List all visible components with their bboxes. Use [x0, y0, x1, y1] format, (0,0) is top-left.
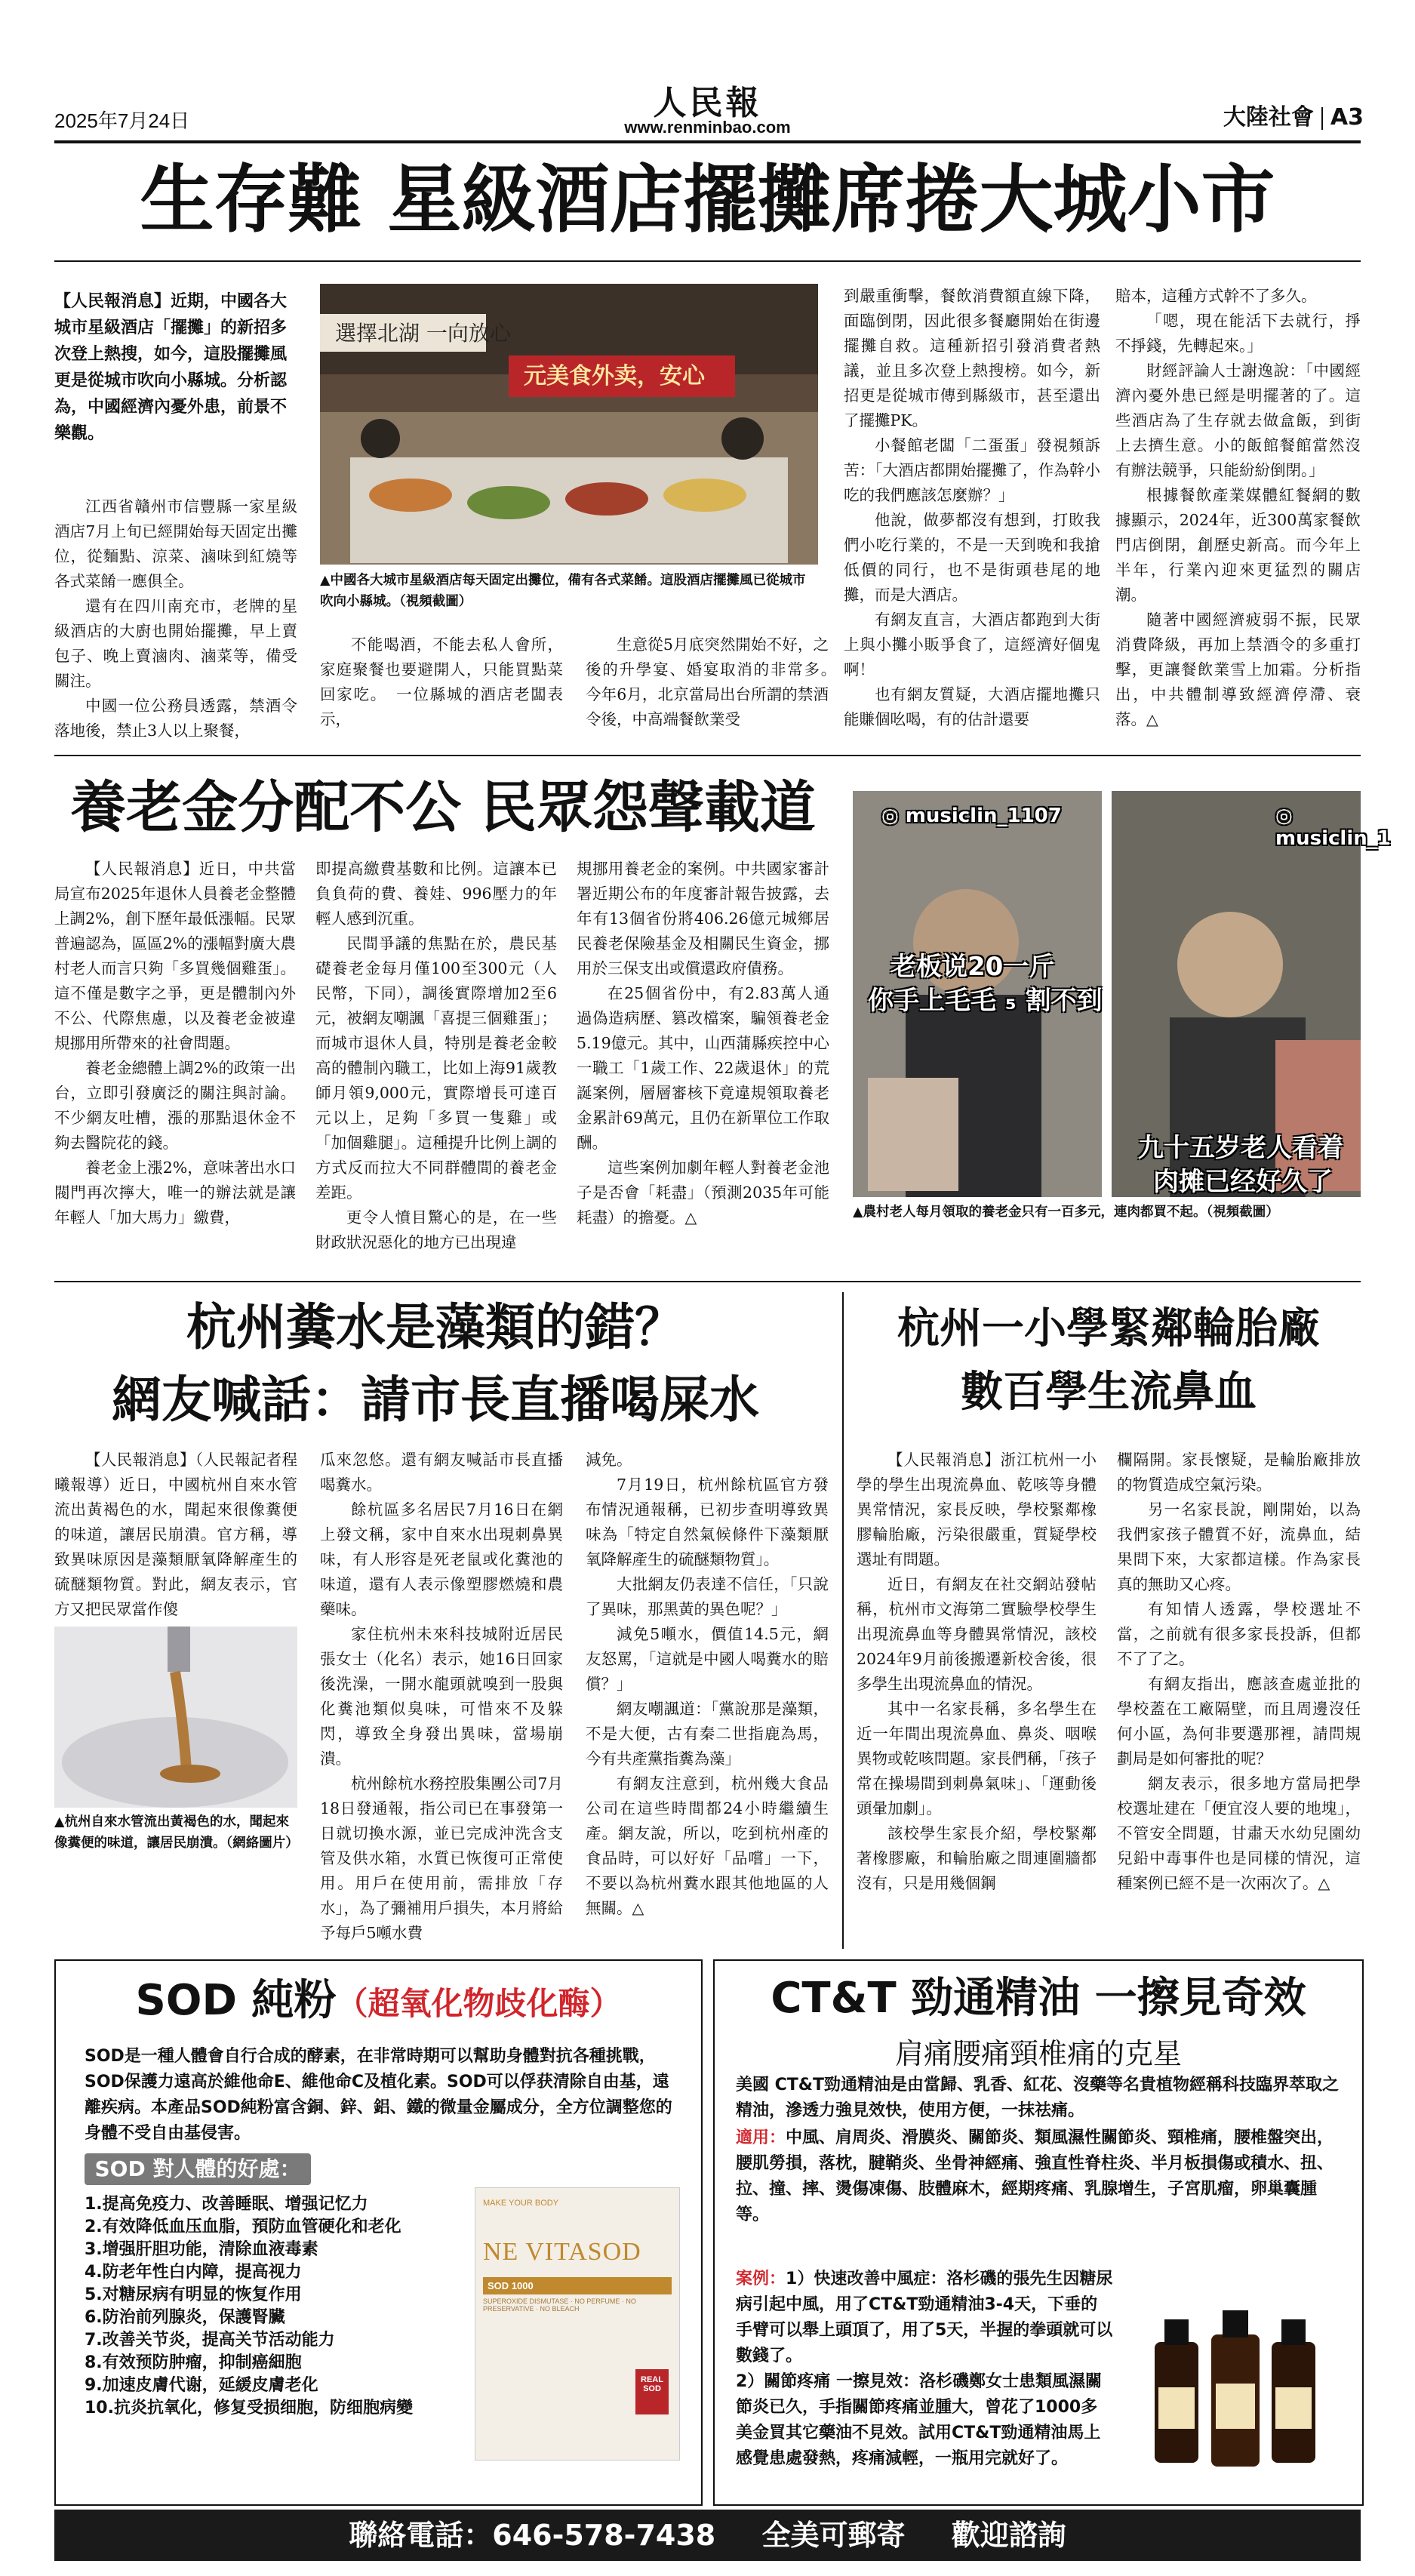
- story2-col3-p1: 規挪用養老金的案例。中共國家審計署近期公布的年度審計報告披露，去年有13個省份將406.26億元城鄉居民養老保險基金及相關民生資金，挪用於三保支出或償還政府債務。: [577, 860, 829, 977]
- story3-col3-p4: 減免5噸水，價值14.5元，網友怒罵，「這就是中國人喝糞水的賠償？」: [586, 1625, 829, 1693]
- sod-box-badge-2: REAL SOD: [635, 2369, 669, 2414]
- hotel-stall-photo: [320, 284, 818, 565]
- sod-benefit-item: 3.增强肝胆功能，清除血液毒素: [85, 2240, 318, 2259]
- story3-headline-1: 杭州糞水是藻類的錯？: [186, 1297, 684, 1356]
- page-number: A3: [1330, 104, 1364, 131]
- sod-benefit-item: 7.改善关节炎，提高关节活动能力: [85, 2331, 335, 2350]
- story3-col2-p2: 餘杭區多名居民7月16日在網上發文稱，家中自來水出現刺鼻異味，有人形容是死老鼠或化糞池的味道，還有人表示像塑膠燃燒和農藥味。: [320, 1500, 563, 1618]
- story1-rule: [54, 260, 1361, 262]
- ctt-ad-desc: 美國 CT&T勁通精油是由當歸、乳香、紅花、沒藥等名貴植物經稱科技臨界萃取之精油，滲透力強見效快，使用方便，一抹祛痛。: [736, 2076, 1340, 2120]
- sod-benefit-item: 4.防老年性白内障，提高视力: [85, 2263, 302, 2282]
- story4-col2-p3: 有知情人透露，學校選址不當，之前就有很多家長投訴，但都不了了之。: [1117, 1600, 1361, 1668]
- section-name: 大陸社會: [1223, 104, 1314, 131]
- story2-col1-p1: 【人民報消息】近日，中共當局宣布2025年退休人員養老金整體上調2%，創下歷年最低漲幅。民眾普遍認為，區區2%的漲幅對廣大農村老人而言只夠「多買幾個雞蛋」。這不僅是數字之爭，更是體制內外不公、代際焦慮，以及養老金被違規挪用所帶來的社會問題。: [54, 860, 296, 1052]
- story1-col1-p2: 還有在四川南充市，老牌的星級酒店的大廚也開始擺攤，早上賣包子、晚上賣滷肉、滷菜等，備受關注。: [54, 597, 297, 690]
- story3-col3-p6: 有網友注意到，杭州幾大食品公司在這些時間都24小時繼續生產。網友說，所以，吃到杭州產的食品時，可以好好「品嚐」一下，不要以為杭州糞水跟其他地區的人無關。△: [586, 1774, 829, 1917]
- story4-col1: [857, 1448, 1097, 1896]
- story2-col2: [315, 857, 557, 1255]
- story4-headline-1: 杭州一小學緊鄰輪胎廠: [897, 1303, 1320, 1353]
- contact-footer: [54, 2510, 1361, 2561]
- ctt-apply-label: 適用：: [736, 2128, 786, 2147]
- story3-col3-p5: 網友嘲諷道：「黨說那是藻類，不是大便，古有秦二世指鹿為馬，今有共產黨指糞為藻」: [586, 1700, 829, 1768]
- issue-date: 2025年7月24日: [54, 109, 190, 132]
- photo-sign-1: 選擇北湖 一向放心: [335, 321, 511, 346]
- story2-col3-p2: 在25個省份中，有2.83萬人通過偽造病歷、篡改檔案，騙領養老金5.19億元。其中，山西蒲縣疾控中心一職工「1歲工作、22歲退休」的荒誕案例，層層審核下竟違規領取養老金累計69萬元，且仍在新單位工作取酬。: [577, 984, 829, 1152]
- story4-col1-p3: 其中一名家長稱，多名學生在近一年間出現流鼻血、鼻炎、咽喉異物或乾咳問題。家長們稱，「孩子常在操場間到刺鼻氣味」、「運動後頭暈加劇」。: [857, 1700, 1097, 1817]
- story2-col1-p2: 養老金總體上調2%的政策一出台，立即引發廣泛的關注與討論。不少網友吐槽，漲的那點退休金不夠去醫院花的錢。: [54, 1059, 296, 1152]
- sod-ad-title-text: SOD 純粉: [135, 1976, 337, 2025]
- camera-icon-2: ◎: [1275, 805, 1293, 827]
- sod-benefit-item: 1.提高免疫力、改善睡眠、增强记忆力: [85, 2195, 368, 2214]
- sod-box-brand: MAKE YOUR BODY: [483, 2199, 559, 2208]
- sod-ad-title: [56, 1974, 701, 2030]
- sod-benefit-title: SOD 對人體的好處：: [85, 2153, 311, 2185]
- story3-col3: [586, 1448, 829, 1921]
- story1-col4-p1: 到嚴重衝擊，餐飲消費額直線下降，面臨倒閉，因此很多餐廳開始在街邊擺攤自救。這種新招引發消費者熱議，並且多次登上熱搜榜。如今，新招更是從城市傳到縣級市，甚至還出了擺攤PK。: [844, 287, 1100, 429]
- story4-col2-p2: 另一名家長說，剛開始，以為我們家孩子體質不好，流鼻血，結果問下來，大家都這樣。作為家長真的無助又心疼。: [1117, 1500, 1361, 1593]
- sod-benefit-item: 6.防治前列腺炎，保護腎臟: [85, 2308, 285, 2327]
- photo-subtitle-3: 九十五岁老人看着: [1138, 1133, 1343, 1163]
- story1-col2: [320, 632, 563, 732]
- story2-col1-p3: 養老金上漲2%，意味著出水口閥門再次擰大，唯一的辦法就是讓年輕人「加大馬力」繳費，: [54, 1159, 296, 1226]
- photo-username-2: [1275, 805, 1391, 850]
- sod-benefit-item: 9.加速皮膚代谢，延緩皮膚老化: [85, 2376, 318, 2395]
- contact-welcome: 歡迎諮詢: [951, 2519, 1066, 2552]
- story4-col2-p1: 欄隔開。家長懷疑，是輪胎廠排放的物質造成空氣污染。: [1117, 1451, 1361, 1494]
- sod-box-badge: SOD 1000: [483, 2277, 672, 2294]
- ctt-ad-apply: [736, 2125, 1340, 2228]
- sod-product-box: [475, 2187, 680, 2461]
- ctt-case-1: 1）快速改善中風症：洛杉磯的張先生因糖尿病引起中風，用了CT&T勁通精油3-4天，下垂的手臂可以舉上頭頂了，用了5天，半握的拳頭就可以數錢了。: [736, 2270, 1113, 2365]
- story2-col2-p3: 更令人憤目驚心的是，在一些財政狀況惡化的地方已出現違: [315, 1208, 557, 1251]
- sod-benefit-item: 8.有效预防肿瘤，抑制癌細胞: [85, 2353, 302, 2372]
- section-label: [1223, 98, 1364, 131]
- story2-col2-p2: 民間爭議的焦點在於，農民基礎養老金每月僅100至300元（人民幣，下同），調後實際增加2至6元，被網友嘲諷「喜提三個雞蛋」；而城市退休人員，特別是養老金較高的體制內職工，比如上海91歲教師月領9,000元，實際增長可達百元以上，足夠「多買一隻雞」或「加個雞腿」。這種提升比例上調的方式反而拉大不同群體間的養老金差距。: [315, 934, 557, 1202]
- story3-col2: [320, 1448, 563, 1946]
- photo-user2-text: musiclin_1: [1275, 827, 1391, 850]
- story3-col2-p4: 杭州餘杭水務控股集團公司7月18日發通報，指公司已在事發第一日就切換水源，並已完成沖洗含支管及供水箱，水質已恢復可正常使用。用戶在使用前，需排放「存水」，為了彌補用戶損失，本月將給予每戶5噸水費: [320, 1774, 563, 1942]
- story3-col3-p1: 減免。: [586, 1451, 632, 1469]
- story3-headline-2: 網友喊話：請市長直播喝屎水: [112, 1370, 759, 1429]
- story3-col1: [54, 1448, 297, 1622]
- photo-username-1: [881, 805, 1062, 827]
- story4-headline-2: 數百學生流鼻血: [961, 1367, 1257, 1417]
- story3-col2-p1: 瓜來忽悠。還有網友喊話市長直播喝糞水。: [320, 1451, 563, 1494]
- story1-lead: 【人民報消息】近期，中國各大城市星級酒店「擺攤」的新招多次登上熱搜，如今，這股擺攤風更是從城市吹向小縣城。分析認為，中國經濟內憂外患，前景不樂觀。: [54, 292, 288, 443]
- ctt-ad-title: CT&T 勁通精油 一擦見奇效: [771, 1974, 1306, 2023]
- story1-col4-p4: 有網友直言，大酒店都跑到大街上與小攤小販爭食了，這經濟好個鬼啊！: [844, 611, 1100, 679]
- ctt-ad-subtitle: 肩痛腰痛頸椎痛的克星: [894, 2037, 1182, 2070]
- story1-col5: [1115, 284, 1361, 732]
- photo-subtitle-2: 你手上毛毛 ₅ 割不到: [868, 986, 1103, 1016]
- story1-col5-p3: 財經評論人士謝逸說：「中國經濟內憂外患已經是明擺著的了。這些酒店為了生存就去做盒飯，到街上去擠生意。小的飯館餐館當然沒有辦法競爭，只能紛紛倒閉。」: [1115, 362, 1361, 479]
- contact-phone[interactable]: 聯絡電話：646-578-7438: [349, 2519, 716, 2552]
- sod-ad-subtitle: （超氧化物歧化酶）: [336, 1985, 622, 2022]
- story2-headline: 養老金分配不公 民眾怨聲載道: [70, 775, 816, 840]
- photo-user-text: musiclin_1107: [905, 805, 1062, 827]
- story1-col4: [844, 284, 1100, 732]
- story3-col2-p3: 家住杭州未來科技城附近居民張女士（化名）表示，她16日回家後洗澡，一開水龍頭就嗅到一股與化糞池類似臭味，可惜來不及躲閃，導致全身發出異味，當場崩潰。: [320, 1625, 563, 1768]
- story1-col2-text: 不能喝酒，不能去私人會所，家庭聚餐也要避開人，只能買點菜回家吃。 一位縣城的酒店老闆表示，: [320, 636, 563, 728]
- story3-photo: [54, 1627, 297, 1808]
- story3-col1-text: 【人民報消息】（人民報記者程曦報導）近日，中國杭州自來水管流出黃褐色的水，聞起來很像糞便的味道，讓居民崩潰。官方稱，導致異味原因是藻類厭氧降解產生的硫醚類物質。對此，網友表示，官方又把民眾當作傻: [54, 1451, 297, 1618]
- story4-col1-p4: 該校學生家長介紹，學校緊鄰著橡膠廠，和輪胎廠之間連圍牆都沒有，只是用幾個鋼: [857, 1824, 1097, 1892]
- ctt-ad-cases: [736, 2267, 1113, 2472]
- camera-icon: ◎: [881, 805, 899, 827]
- story1-col5-p1: 賠本，這種方式幹不了多久。: [1115, 287, 1317, 305]
- story1-headline: 生存難 星級酒店擺攤席捲大城小市: [140, 156, 1275, 243]
- sod-benefit-item: 10.抗炎抗氧化，修复受损细胞，防细胞病變: [85, 2399, 413, 2418]
- story1-caption: ▲中國各大城市星級酒店每天固定出攤位，備有各式菜餚。這股酒店擺攤風已從城市吹向小縣城。（視頻截圖）: [320, 573, 806, 609]
- photo-subtitle-1: 老板说20一斤: [891, 952, 1055, 982]
- masthead-url[interactable]: www.renminbao.com: [624, 118, 791, 137]
- story2-top-rule: [54, 755, 1361, 756]
- story1-photo: [320, 284, 818, 565]
- story2-photo: [853, 791, 1391, 1197]
- story2-col2-p1: 即提高繳費基數和比例。這讓本已負負荷的費、養娃、996壓力的年輕人感到沉重。: [315, 860, 557, 928]
- story1-col4-p2: 小餐館老闆「二蛋蛋」發視頻訴苦：「大酒店都開始擺攤了，作為幹小吃的我們應該怎麼辦？」: [844, 436, 1100, 504]
- story2-col3-p3: 這些案例加劇年輕人對養老金池子是否會「耗盡」（預測2035年可能耗盡）的擔憂。△: [577, 1159, 829, 1226]
- sod-benefit-item: 5.对糖尿病有明显的恢复作用: [85, 2285, 302, 2304]
- story2-col1: [54, 857, 296, 1230]
- story2-caption: ▲農村老人每月領取的養老金只有一百多元，連肉都買不起。（視頻截圖）: [853, 1205, 1279, 1220]
- story1-col5-p5: 隨著中國經濟疲弱不振，民眾消費降級，再加上禁酒令的多重打擊，更讓餐飲業雪上加霜。分析指出，中共體制導致經濟停滯、衰落。△: [1115, 611, 1361, 728]
- sod-ad: [54, 1959, 703, 2506]
- story4-col1-p1: 【人民報消息】浙江杭州一小學的學生出現流鼻血、乾咳等身體異常情況，家長反映，學校緊鄰橡膠輪胎廠，污染很嚴重，質疑學校選址有問題。: [857, 1451, 1097, 1568]
- sod-ad-desc: SOD是一種人體會自行合成的酵素，在非常時期可以幫助身體對抗各種挑戰，SOD保護力遠高於維他命E、維他命C及植化素。SOD可以俘获清除自由基，遠離疾病。本產品SOD純粉富含銅、鋅、鋁、鐵的微量金屬成分，全方位調整您的身體不受自由基侵害。: [85, 2047, 672, 2143]
- story1-col1-p1: 江西省贛州市信豐縣一家星級酒店7月上旬已經開始每天固定出攤位，從麵點、涼菜、滷味到紅燒等各式菜餚一應俱全。: [54, 497, 297, 590]
- story4-col2: [1117, 1448, 1361, 1896]
- story1-col3-text: 生意從5月底突然開始不好，之後的升學宴、婚宴取消的非常多。 今年6月，北京當局出台所謂的禁酒令後，中高端餐飲業受: [586, 636, 844, 728]
- sod-box-name: NE VITASOD: [483, 2238, 641, 2266]
- story1-col1-p3: 中國一位公務員透露，禁酒令落地後，禁止3人以上聚餐，: [54, 697, 297, 740]
- story1-col3: [586, 632, 844, 732]
- sod-benefit-list: [85, 2193, 507, 2420]
- story1-col4-p5: 也有網友質疑，大酒店擺地攤只能賺個吆喝，有的估計還要: [844, 685, 1100, 728]
- story4-col2-p5: 網友表示，很多地方當局把學校選址建在「便宜沒人要的地塊」，不管安全問題，甘肅天水幼兒園幼兒鉛中毒事件也是同樣的情況，這種案例已經不是一次兩次了。△: [1117, 1774, 1361, 1892]
- ctt-case-2: 2）關節疼痛 一擦見效：洛杉磯鄭女士患類風濕關節炎已久，手指關節疼痛並腫大，曾花了1000多美金買其它藥油不見效。試用CT&T勁通精油馬上感覺患處發熱，疼痛減輕，一瓶用完就好了。: [736, 2372, 1102, 2468]
- ctt-ad: [713, 1959, 1364, 2506]
- story1-col4-p3: 他說，做夢都沒有想到，打敗我們小吃行業的，不是一天到晚和我搶低價的同行，也不是街頭巷尾的地攤，而是大酒店。: [844, 511, 1100, 604]
- story3-top-rule: [54, 1281, 1361, 1282]
- story-divider: [842, 1292, 844, 1949]
- story3-col3-p2: 7月19日，杭州餘杭區官方發布情況通報稱，已初步查明導致異味為「特定自然氣候條件下藻類厭氧降解產生的硫醚類物質」。: [586, 1476, 829, 1568]
- ctt-case-label: 案例：: [736, 2270, 786, 2288]
- masthead-title: 人民報: [653, 84, 762, 122]
- story1-col5-p4: 根據餐飲產業媒體紅餐網的數據顯示，2024年，近300萬家餐飲門店倒閉，創歷史新高。而今年上半年，行業內迎來更猛烈的關店潮。: [1115, 486, 1361, 604]
- story1-col1: [54, 494, 297, 743]
- story4-col1-p2: 近日，有網友在社交網站發帖稱，杭州市文海第二實驗學校學生出現流鼻血等身體異常情況，該校2024年9月前後搬遷新校舍後，很多學生出現流鼻血的情況。: [857, 1575, 1097, 1693]
- header-rule: [54, 140, 1361, 143]
- story4-col2-p4: 有網友指出，應該查處並批的學校蓋在工廠隔壁，而且周邊沒任何小區，為何非要選那裡，請問規劃局是如何審批的呢？: [1117, 1675, 1361, 1768]
- story3-caption: ▲杭州自來水管流出黃褐色的水，聞起來像糞便的味道，讓居民崩潰。（網絡圖片）: [54, 1814, 299, 1851]
- oil-bottles-icon: [1128, 2297, 1340, 2485]
- photo-sign-2: 元美食外卖，安心: [524, 363, 705, 389]
- ctt-product-photo: [1128, 2297, 1340, 2485]
- faucet-water-photo: [54, 1627, 297, 1808]
- sod-box-small: SUPEROXIDE DISMUTASE · NO PERFUME · NO PRESERVATIVE · NO BLEACH: [483, 2297, 636, 2313]
- story1-col5-p2: 「嗯，現在能活下去就行，掙不掙錢，先轉起來。」: [1115, 312, 1361, 355]
- photo-subtitle-4: 肉摊已经好久了: [1153, 1167, 1333, 1197]
- ctt-apply-text: 中風、肩周炎、滑膜炎、關節炎、類風濕性關節炎、頸椎痛，腰椎盤突出，腰肌勞損，落枕，腱鞘炎、坐骨神經痛、強直性脊柱炎、半月板損傷或積水、扭、拉、撞、摔、燙傷凍傷、肢體麻木，經期疼痛、乳腺增生，子宮肌瘤，卵巢囊腫等。: [736, 2128, 1334, 2224]
- story3-col3-p3: 大批網友仍表達不信任，「只說了異味，那黑黃的異色呢？」: [586, 1575, 829, 1618]
- sod-benefit-item: 2.有效降低血压血脂，預防血管硬化和老化: [85, 2217, 401, 2236]
- contact-mail: 全美可郵寄: [761, 2519, 906, 2552]
- story2-col3: [577, 857, 829, 1230]
